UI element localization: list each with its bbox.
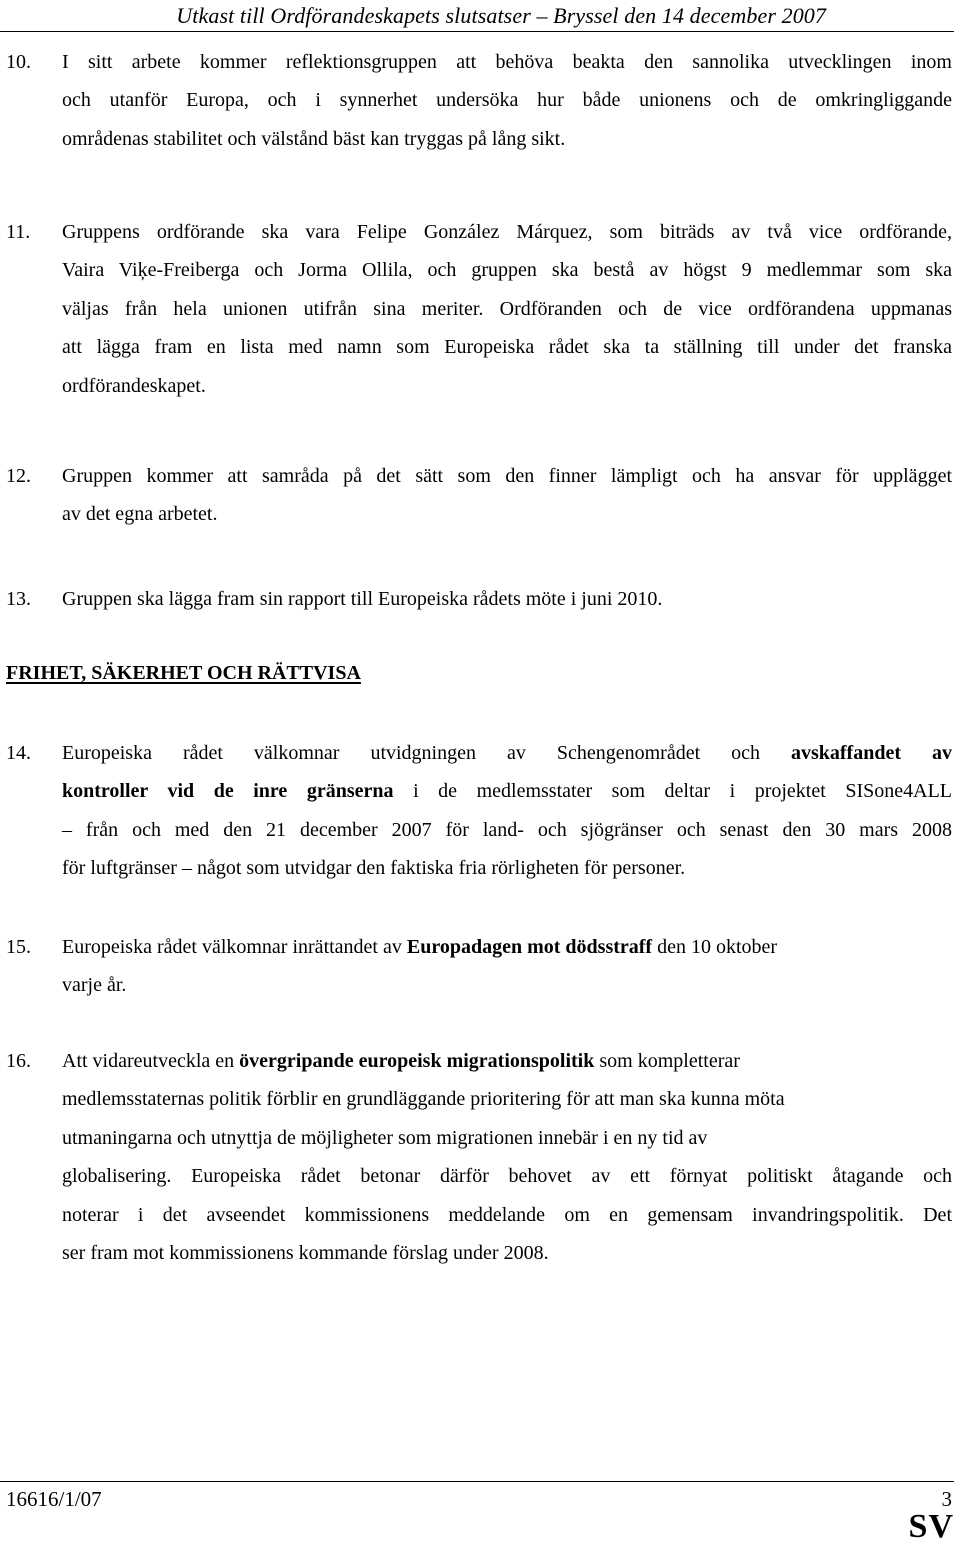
text-line: Vaira Viķe-Freiberga och Jorma Ollila, och gruppen ska bestå av högst 9 medlemmar som ska: [62, 259, 952, 282]
page-number: 3: [941, 1487, 952, 1511]
bold-text-run: Europadagen mot dödsstraff: [406, 936, 653, 958]
page-header: [0, 0, 960, 32]
text-line: för luftgränser – något som utvidgar den faktiska fria rörligheten för personer.: [62, 857, 686, 880]
text-line: noterar i det avseendet kommissionens meddelande om en gemensam invandringspolitik. Det: [62, 1203, 952, 1226]
footer-rule: [0, 1481, 954, 1482]
text-run: Europeiska rådet välkomnar utvidgningen av Schengenområdet och: [62, 742, 791, 764]
text-line: [62, 772, 952, 810]
paragraph-body: [62, 1042, 952, 1272]
text-line: [62, 734, 952, 772]
text-line: ordförandeskapet.: [62, 374, 206, 397]
language-code: SV: [908, 1508, 954, 1545]
header-rule: [0, 31, 954, 32]
paragraph-body: [62, 457, 952, 534]
text-line: [62, 1042, 952, 1080]
text-line: att lägga fram en lista med namn som Europeiska rådet ska ta ställning till under det franska: [62, 336, 952, 359]
text-run: den 10 oktober: [652, 936, 778, 958]
text-run: Europeiska rådet välkomnar inrättandet av: [62, 936, 407, 958]
paragraph-number: 12.: [6, 465, 31, 487]
text-line: Gruppen kommer att samråda på det sätt som den finner lämpligt och ha ansvar för upplägget: [62, 465, 952, 487]
paragraph-number: 16.: [6, 1050, 31, 1072]
bold-text-run: övergripande europeisk migrationspolitik: [239, 1050, 595, 1072]
text-line: medlemsstaternas politik förblir en grundläggande prioritering för att man ska kunna möta: [62, 1088, 785, 1111]
text-line: varje år.: [62, 974, 127, 997]
text-line: Gruppens ordförande ska vara Felipe González Márquez, som biträds av två vice ordförande,: [62, 221, 952, 243]
paragraph-body: [62, 580, 952, 618]
text-line: [62, 928, 952, 966]
paragraph-body: [62, 213, 952, 405]
paragraph-number: 14.: [6, 742, 31, 764]
text-line: Gruppen ska lägga fram sin rapport till Europeiska rådets möte i juni 2010.: [62, 588, 663, 610]
bold-text-run: avskaffandet av: [790, 742, 952, 764]
paragraph-body: [62, 43, 952, 158]
bold-text-run: kontroller vid de inre gränserna: [62, 780, 394, 803]
text-line: utmaningarna och utnyttja de möjligheter som migrationen innebär i en ny tid av: [62, 1126, 708, 1149]
paragraph-number: 11.: [6, 221, 31, 243]
text-line: av det egna arbetet.: [62, 503, 218, 526]
text-line: väljas från hela unionen utifrån sina meriter. Ordföranden och de vice ordförandena uppmanas: [62, 297, 952, 320]
text-line: – från och med den 21 december 2007 för land- och sjögränser och senast den 30 mars 2008: [62, 818, 952, 841]
paragraph-body: [62, 928, 952, 1005]
text-line: globalisering. Europeiska rådet betonar därför behovet av ett förnyat politiskt åtagande och: [62, 1165, 952, 1188]
text-line: I sitt arbete kommer reflektionsgruppen att behöva beakta den sannolika utvecklingen inom: [62, 51, 952, 73]
text-run: Att vidareutveckla en: [62, 1050, 240, 1072]
document-reference: 16616/1/07: [6, 1487, 102, 1511]
paragraph-number: 10.: [6, 51, 31, 73]
text-line: och utanför Europa, och i synnerhet undersöka hur både unionens och de omkringliggande: [62, 89, 952, 112]
text-line: ser fram mot kommissionens kommande förslag under 2008.: [62, 1241, 549, 1264]
text-line: områdenas stabilitet och välstånd bäst kan tryggas på lång sikt.: [62, 127, 566, 150]
text-run: som kompletterar: [594, 1050, 740, 1072]
paragraph-body: [62, 734, 952, 888]
text-run: i de medlemsstater som deltar i projektet SISone4ALL: [393, 780, 953, 803]
header-title: Utkast till Ordförandeskapets slutsatser – Bryssel den 14 december 2007: [176, 3, 826, 28]
paragraph-number: 15.: [6, 936, 31, 958]
section-heading: FRIHET, SÄKERHET OCH RÄTTVISA: [6, 662, 361, 684]
paragraph-number: 13.: [6, 588, 31, 610]
